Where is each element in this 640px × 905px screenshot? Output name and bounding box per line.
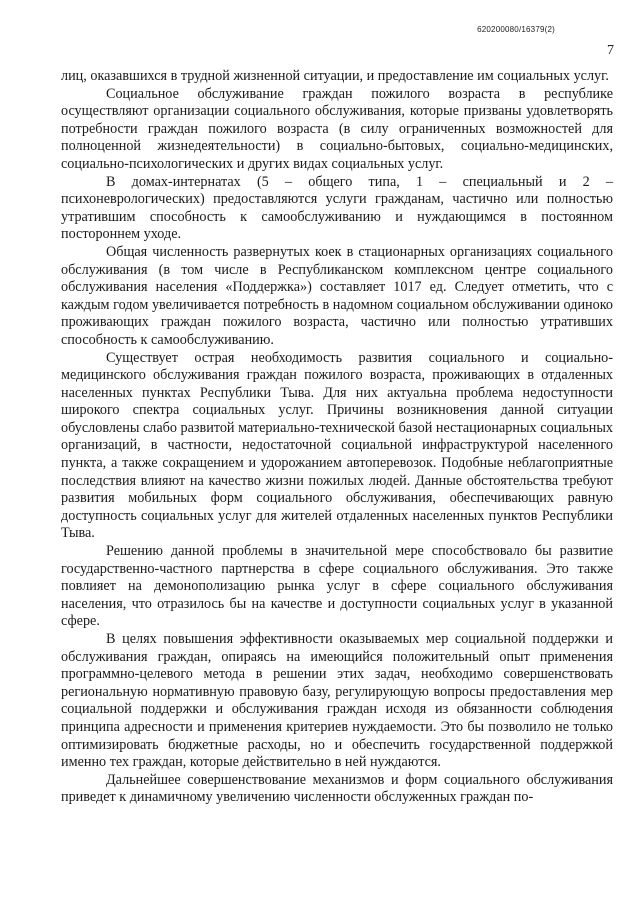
paragraph: В домах-интернатах (5 – общего типа, 1 – специальный и 2 – психоневрологических) предоставляются услуги гражданам, частично или полностью утратившим способность к самообслуживанию и нуждающимся в постоянном постороннем уходе.: [61, 173, 613, 243]
document-body: [61, 68, 613, 807]
paragraph: лиц, оказавшихся в трудной жизненной ситуации, и предоставление им социальных услуг.: [61, 68, 609, 84]
paragraph: В целях повышения эффективности оказываемых мер социальной поддержки и обслуживания граждан, опираясь на имеющийся положительный опыт применения программно-целевого метода в решении этих задач, необходимо совершенствовать региональную нормативную правовую базу, регулирующую вопросы предоставления мер социальной поддержки и обслуживания граждан исходя из обязанности соблюдения принципа адресности и применения критериев нуждаемости. Это бы позволило не только оптимизировать бюджетные расходы, но и обеспечить государственной поддержкой именно тех граждан, которые действительно в ней нуждаются.: [61, 631, 613, 771]
paragraph: Решению данной проблемы в значительной мере способствовало бы развитие государственно-частного партнерства в сфере социального обслуживания. Это также повлияет на демонополизацию рынка услуг в сфере социального обслуживания населения, что отразилось бы на качестве и доступности социальных услуг в указанной сфере.: [61, 543, 613, 630]
page-number: 7: [607, 43, 614, 58]
document-code: 620200080/16379(2): [477, 25, 555, 34]
paragraph: Дальнейшее совершенствование механизмов и форм социального обслуживания приведет к динамичному увеличению численности обслуженных граждан по-: [61, 771, 613, 806]
paragraph: Общая численность развернутых коек в стационарных организациях социального обслуживания (в том числе в Республиканском комплексном центре социального обслуживания населения «Поддержка») составляет 1017 ед. Следует отметить, что с каждым годом увеличивается потребность в надомном социальном обслуживании одиноко проживающих граждан пожилого возраста, частично или полностью утративших способность к самообслуживанию.: [61, 243, 613, 348]
paragraph: Социальное обслуживание граждан пожилого возраста в республике осуществляют организации социального обслуживания, которые призваны удовлетворять потребности граждан пожилого возраста (в силу ограниченных возможностей для полноценной жизнедеятельности) в социально-бытовых, социально-медицинских, социально-психологических и других видах социальных услуг.: [61, 85, 613, 172]
paragraph: Существует острая необходимость развития социального и социально-медицинского обслуживания граждан пожилого возраста, проживающих в отдаленных населенных пунктах Республики Тыва. Для них актуальна проблема недоступности широкого спектра социальных услуг. Причины возникновения данной ситуации обусловлены слабо развитой материально-технической базой нестационарных социальных организаций, в частности, недостаточной социальной инфраструктурой населенного пункта, а также сокращением и удорожанием автоперевозок. Подобные неблагоприятные последствия влияют на качество жизни пожилых людей. Данные обстоятельства требуют развития мобильных форм социального обслуживания, обеспечивающих равную доступность социальных услуг для жителей отдаленных населенных пунктов Республики Тыва.: [61, 349, 613, 542]
